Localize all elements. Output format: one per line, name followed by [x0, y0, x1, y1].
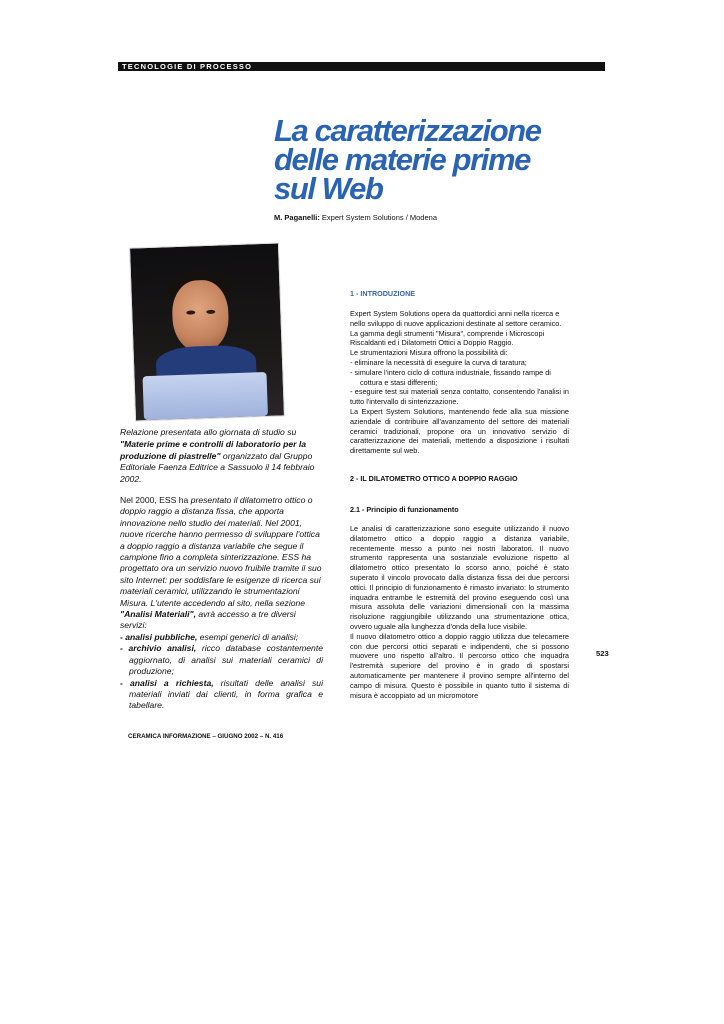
list-item-text: esempi generici di analisi;: [197, 631, 299, 642]
photo-monitor: [143, 372, 268, 420]
page-number: 523: [596, 649, 609, 658]
list-item-bold: - archivio analisi,: [120, 643, 197, 654]
paragraph-bold: "Analisi Materiali",: [120, 609, 196, 620]
note-event-title: "Materie prime e controlli di laboratorio per la produzione di piastrelle": [120, 438, 307, 461]
paragraph-text: avrà accesso a tre diversi servizi:: [120, 609, 296, 631]
list-item: [120, 678, 323, 712]
author-photo: [129, 242, 285, 421]
title-line: La caratterizzazione: [274, 113, 541, 148]
intro-line: Expert System Solutions opera da quattordici anni nella ricerca e nello sviluppo di nuove applicazioni destinate al settore ceramico. La gamma degli strumenti "Misura", comprende i Microscopi Riscaldanti ed i Dilatometri Ottici a Doppio Raggio.: [350, 309, 562, 348]
section-label: TECNOLOGIE DI PROCESSO: [122, 62, 253, 71]
note-text: Relazione presentata allo giornata di studio su: [120, 427, 297, 437]
intro-line-indented: cottura e stasi differenti;: [360, 377, 438, 387]
section-heading: 1 - INTRODUZIONE: [350, 289, 416, 298]
left-paragraph: [120, 495, 323, 632]
paragraph-text: presentato il dilatometro ottico o doppio raggio a distanza fissa, che apporta innovazione nello studio dei materiali. Nel 2001, nuove ricerche hanno permesso di sviluppare l'ottica a doppio raggio a distanza variabile che segue il campione fino a completa sinterizzazione. ESS ha progettato ora un servizio nuovo fruibile tramite il suo sito Internet: per soddisfare le esigenze di ricerca sui materiali ceramici, utilizzando le strumentazioni Misura. L'utente accedendo al sito, nella sezione: [120, 495, 322, 608]
title-line: sul Web: [274, 171, 383, 206]
list-item-text: risultati delle analisi sui materiali inviati dai clienti, in forma grafica e tabellare.: [129, 677, 323, 711]
list-item-text: ricco database costantemente aggiornato, di analisi sui materiali ceramici di produzione;: [129, 643, 324, 677]
list-item-bold: - analisi pubbliche,: [120, 631, 198, 642]
paragraph-text: Nel 2000, ESS ha: [120, 495, 191, 505]
intro-body: [350, 309, 569, 456]
body-paragraph: Il nuovo dilatometro ottico a doppio raggio utilizza due telecamere con due percorsi ottici separati e indipendenti, che si possono muovere uno rispetto all'altro. Il percorso ottico che inquadra l'estremità superiore del provino è in grado di spostarsi automaticamente per mantenere il provino sempre all'interno del campo di misura. Questo è possibile in quanto tutto il sistema di misura è accoppiato ad un micromotore: [350, 631, 569, 700]
principle-body: [350, 524, 569, 700]
section-header-bar: [118, 62, 605, 71]
intro-paragraph: La Expert System Solutions, mantenendo fede alla sua missione aziendale di contribuire all'avanzamento del settore dei materiali ceramici tradizionali, propone ora un innovativo servizio di caratterizzazione dei materiali, mettendo a disposizione i risultati direttamente sul web.: [350, 406, 569, 456]
section-heading: 2 - IL DILATOMETRO OTTICO A DOPPIO RAGGIO: [350, 474, 518, 483]
left-column-body: [120, 495, 323, 712]
list-item-bold: - analisi a richiesta,: [120, 677, 214, 688]
title-line: delle materie prime: [274, 142, 530, 177]
intro-line: - eliminare la necessità di eseguire la curva di taratura;: [350, 357, 527, 367]
author-affiliation: Expert System Solutions / Modena: [319, 213, 437, 222]
presentation-note: [120, 427, 325, 486]
journal-footer: CERAMICA INFORMAZIONE – GIUGNO 2002 – N. 416: [128, 733, 284, 740]
intro-line: - simulare l'intero ciclo di cottura industriale, fissando rampe di: [350, 367, 551, 377]
author-name: M. Paganelli:: [274, 213, 320, 222]
intro-line: - eseguire test sui materiali senza contatto, consentendo l'analisi in tutto l'intervallo di sinterizzazione.: [350, 387, 569, 407]
photo-face: [171, 279, 229, 353]
intro-line: Le strumentazioni Misura offrono la possibilità di:: [350, 348, 508, 358]
note-text: organizzato dal Gruppo Editoriale Faenza Editrice a Sassuolo il 14 febbraio 2002.: [120, 450, 315, 485]
byline: [274, 213, 437, 222]
body-paragraph: Le analisi di caratterizzazione sono eseguite utilizzando il nuovo dilatometro ottico a doppio raggio a distanza variabile, recentemente messo a punto nei nostri laboratori. Il nuovo strumento rappresenta una sostanziale evoluzione rispetto al dilatometro ottico presentato lo scorso anno, poiché è stato superato il vincolo provocato dalla distanza fissa dei due percorsi ottici. Il principio di funzionamento è rimasto invariato: lo strumento inquadra entrambe le estremità del provino eseguendo così una misura assoluta delle variazioni dimensionali con la massima risoluzione raggiungibile utilizzando una strumentazione ottica, ovvero uguale alla lunghezza d'onda della luce visibile.: [350, 524, 569, 631]
list-item: [120, 643, 323, 677]
article-title: [274, 113, 594, 206]
subsection-heading: 2.1 - Principio di funzionamento: [350, 505, 459, 514]
list-item: [120, 632, 323, 643]
